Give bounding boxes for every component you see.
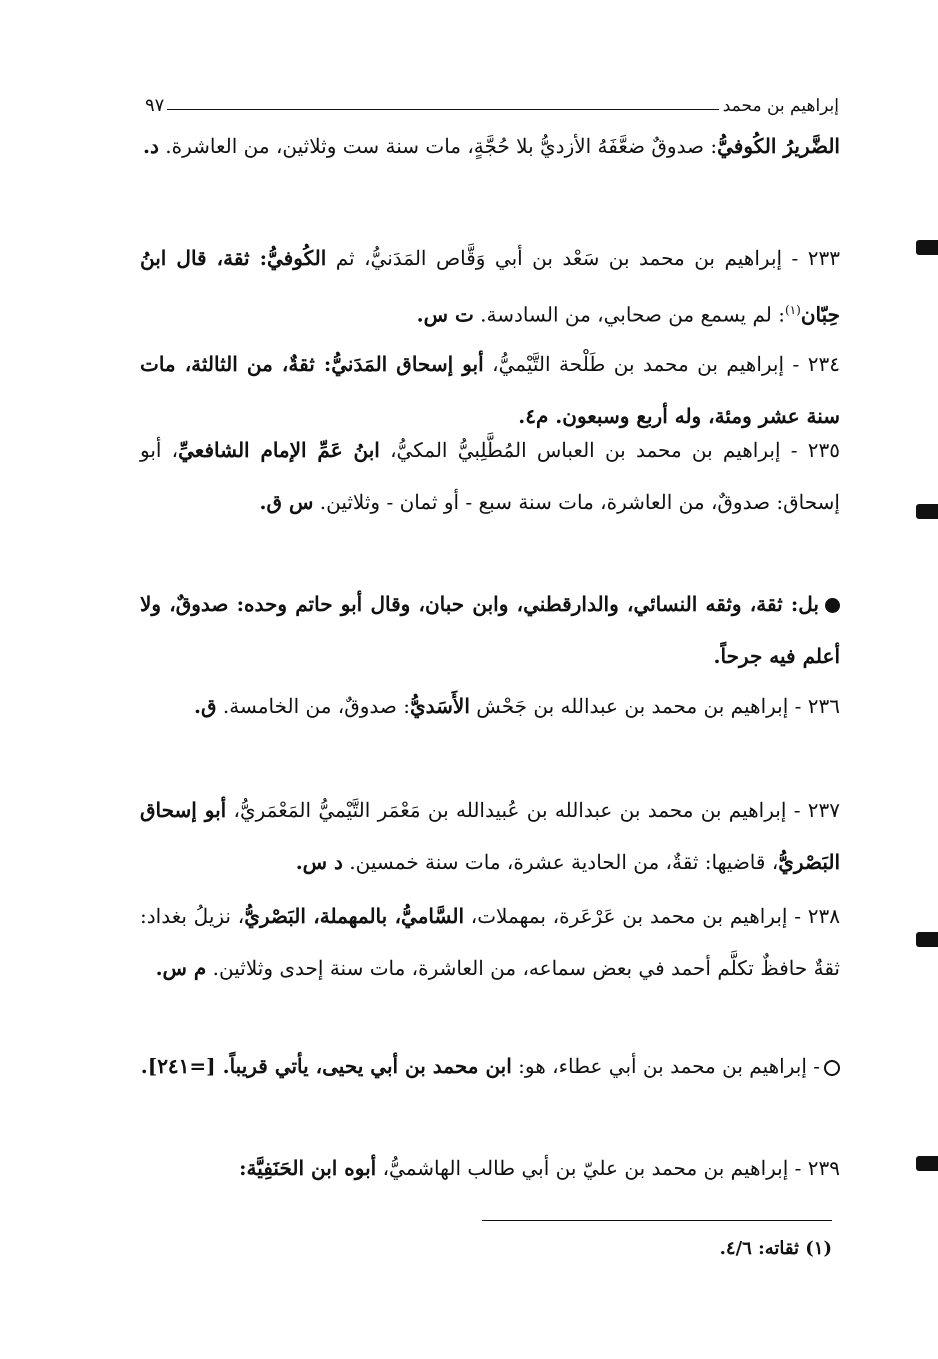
margin-tab-mark (916, 240, 938, 255)
entry-name: أبو إسحاق البَصْريُّ (140, 798, 840, 874)
entry-239 (140, 1142, 840, 1194)
footnote-rule (482, 1220, 832, 1221)
footnote: (١) ثقاته: ٤/٦. (719, 1238, 832, 1259)
entry-name: السَّاميُّ، بالمهملة، البَصْريُّ (244, 904, 464, 928)
entry-name: الأَسَديُّ (410, 694, 470, 718)
entry-symbols: ق. (194, 694, 217, 718)
entry-intro: - إبراهيم بن محمد بن أبي عطاء، هو: (511, 1054, 820, 1078)
entry-body: : ثقة، قال ابنُ حِبّان (140, 246, 840, 327)
entry-name: أبو إسحاق المَدَنيُّ (331, 352, 484, 376)
entry-body-2: : لم يسمع من صحابي، من السادسة. (473, 302, 785, 327)
entry-body: ، قاضيها: ثقةٌ، من الحادية عشرة، مات سنة خمسين. (342, 850, 779, 874)
entry-238 (140, 890, 840, 994)
cross-reference (140, 1040, 840, 1092)
entry-237 (140, 784, 840, 888)
entry-body: : ثقةٌ، من الثالثة، مات سنة عشر ومئة، وله أربع وسبعون. (140, 352, 840, 428)
entry-intro: ٢٣٥ - إبراهيم بن محمد بن العباس المُطَّلِبيُّ المكيُّ، (379, 438, 840, 462)
entry-name: ابنُ عَمِّ الإمام الشافعيِّ (178, 438, 380, 462)
entry-intro: ٢٣٤ - إبراهيم بن محمد بن طَلْحة التَّيْميُّ، (483, 352, 840, 376)
margin-tab-mark (916, 504, 938, 519)
entry-233 (140, 232, 840, 341)
footnote-ref: (١) (784, 303, 801, 317)
entry-symbols: د. (143, 134, 159, 158)
entry-intro: ٢٣٣ - إبراهيم بن محمد بن سَعْد بن أبي وَقَّاص المَدَنيُّ، ثم (326, 246, 840, 270)
entry-body: ، نزيلُ بغداد: ثقةٌ حافظٌ تكلَّم أحمد في بعض سماعه، من العاشرة، مات سنة إحدى وثلاثين. (140, 904, 840, 980)
entry-236 (140, 680, 840, 732)
margin-tab-mark (916, 932, 938, 947)
running-title: إبراهيم بن محمد (722, 96, 839, 116)
entry-body: : (239, 1156, 247, 1180)
bullet-text: بل: ثقة، وثقه النسائي، والدارقطني، وابن حبان، وقال أبو حاتم وحده: صدوقٌ، ولا أعلم فيه جرحاً. (140, 592, 840, 668)
entry-body: ابن محمد بن أبي يحيى، يأتي قريباً. [=٢٤١]. (140, 1054, 512, 1078)
entry-intro: ٢٣٩ - إبراهيم بن محمد بن عليّ بن أبي طالب الهاشميُّ، (376, 1156, 840, 1180)
entry-body: ، أبو إسحاق: صدوقٌ، من العاشرة، مات سنة سبع - أو ثمان - وثلاثين. (140, 438, 840, 514)
page-header (145, 88, 839, 116)
entry-symbols: ت س. (416, 302, 474, 327)
entry-symbols: س ق. (259, 490, 314, 514)
entry-235 (140, 424, 840, 528)
bullet-note (140, 578, 840, 682)
entry-name: أبوه ابن الحَنَفِيَّة (246, 1156, 377, 1180)
header-rule (167, 109, 718, 110)
entry-body: : صدوقٌ ضعَّفَهُ الأزديُّ بلا حُجَّةٍ، مات سنة ست وثلاثين، من العاشرة. (158, 134, 718, 158)
entry-continuation (140, 120, 840, 172)
entry-intro: ٢٣٨ - إبراهيم بن محمد بن عَرْعَرة، بمهملات، (464, 904, 840, 928)
entry-symbols: م٤. (518, 404, 549, 428)
entry-name: الضَّريرُ الكُوفيُّ (717, 134, 840, 158)
entry-intro: ٢٣٧ - إبراهيم بن محمد بن عبدالله بن عُبيدالله بن مَعْمَر التَّيْميُّ المَعْمَريُّ، (226, 798, 840, 822)
circle-marker-icon (824, 1060, 840, 1076)
page-number: ٩٧ (145, 95, 165, 116)
entry-symbols: د س. (295, 850, 343, 874)
entry-name: الكُوفيُّ (267, 246, 327, 270)
entry-intro: ٢٣٦ - إبراهيم بن محمد بن عبدالله بن جَحْش (469, 694, 840, 718)
margin-tab-mark (916, 1156, 938, 1171)
bullet-icon (825, 598, 840, 613)
entry-body: : صدوقٌ، من الخامسة. (216, 694, 411, 718)
entry-symbols: م س. (155, 956, 207, 980)
